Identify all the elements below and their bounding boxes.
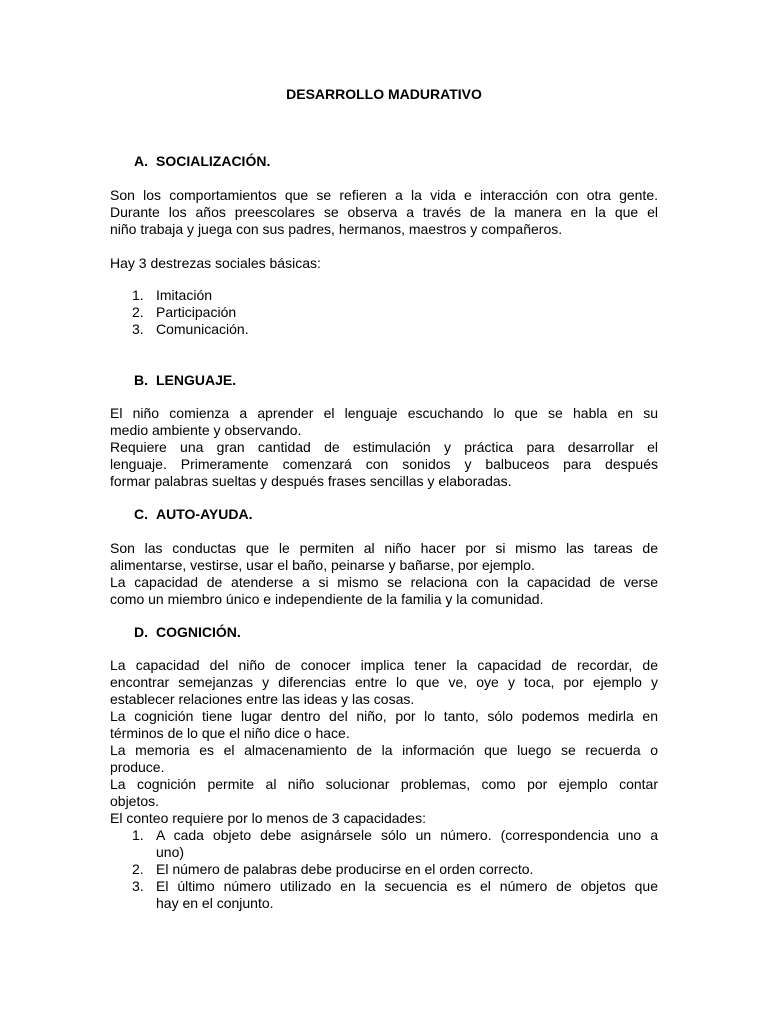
cognicion-paragraph [110, 657, 658, 827]
text-line: encontrar semejanzas y diferencias entre lo que ve, oye y toca, por ejemplo y [110, 674, 658, 690]
text-line: La cognición tiene lugar dentro del niño, por lo tanto, sólo podemos medirla en [110, 708, 658, 724]
text-line: objetos. [110, 793, 160, 809]
text-line: El conteo requiere por lo menos de 3 capacidades: [110, 810, 426, 826]
section-title: LENGUAJE. [156, 372, 237, 388]
list-item-text: Participación [156, 304, 237, 320]
section-heading-auto-ayuda [134, 506, 252, 523]
list-item [110, 827, 658, 861]
list-item-number: 3. [132, 321, 144, 337]
section-heading-socializacion [134, 153, 270, 170]
list-item-text: El último número utilizado en la secuencia es el número de objetos que [156, 878, 658, 894]
text-line: La cognición permite al niño solucionar problemas, como por ejemplo contar [110, 776, 658, 792]
section-title: SOCIALIZACIÓN. [156, 153, 271, 169]
text-line: Hay 3 destrezas sociales básicas: [110, 255, 321, 271]
counting-capacities-list [110, 827, 658, 912]
document-title: DESARROLLO MADURATIVO [286, 86, 482, 102]
text-line: Requiere una gran cantidad de estimulación y práctica para desarrollar el [110, 439, 658, 455]
list-item-number: 2. [132, 304, 144, 320]
list-item [110, 861, 658, 878]
text-line: Son las conductas que le permiten al niño hacer por si mismo las tareas de [110, 540, 658, 556]
section-letter: D. [134, 624, 148, 640]
text-line: como un miembro único e independiente de la familia y la comunidad. [110, 591, 544, 607]
list-item [110, 321, 658, 338]
list-item [110, 287, 658, 304]
text-line: Son los comportamientos que se refieren a la vida e interacción con otra gente. [110, 187, 658, 203]
text-line: establecer relaciones entre las ideas y las cosas. [110, 691, 415, 707]
socializacion-list-intro [110, 255, 658, 272]
list-item-text: El número de palabras debe producirse en el orden correcto. [156, 861, 534, 877]
text-line: La memoria es el almacenamiento de la información que luego se recuerda o [110, 742, 658, 758]
list-item-text: hay en el conjunto. [156, 895, 274, 911]
text-line: El niño comienza a aprender el lenguaje escuchando lo que se habla en su [110, 405, 658, 421]
text-line: niño trabaja y juega con sus padres, hermanos, maestros y compañeros. [110, 221, 563, 237]
text-line: La capacidad de atenderse a si mismo se relaciona con la capacidad de verse [110, 574, 658, 590]
text-line: formar palabras sueltas y después frases sencillas y elaboradas. [110, 473, 512, 489]
list-item-number: 1. [132, 827, 144, 843]
list-item [110, 304, 658, 321]
text-line: La capacidad del niño de conocer implica tener la capacidad de recordar, de [110, 657, 658, 673]
section-letter: C. [134, 506, 148, 522]
socializacion-paragraph [110, 187, 658, 238]
section-heading-cognicion [134, 624, 241, 641]
list-item-text: A cada objeto debe asignársele sólo un número. (correspondencia uno a [156, 827, 658, 843]
section-title: COGNICIÓN. [156, 624, 241, 640]
list-item-text: uno) [156, 844, 185, 860]
text-line: Durante los años preescolares se observa a través de la manera en la que el [110, 204, 658, 220]
list-item-number: 2. [132, 861, 144, 877]
list-item-text: Comunicación. [156, 321, 249, 337]
text-line: lenguaje. Primeramente comenzará con sonidos y balbuceos para después [110, 456, 658, 472]
section-title: AUTO-AYUDA. [156, 506, 253, 522]
section-heading-lenguaje [134, 372, 236, 389]
list-item-number: 3. [132, 878, 144, 894]
list-item [110, 878, 658, 912]
social-skills-list [110, 287, 658, 338]
list-item-number: 1. [132, 287, 144, 303]
text-line: términos de lo que el niño dice o hace. [110, 725, 350, 741]
text-line: produce. [110, 759, 165, 775]
text-line: alimentarse, vestirse, usar el baño, peinarse y bañarse, por ejemplo. [110, 557, 535, 573]
text-line: medio ambiente y observando. [110, 422, 302, 438]
auto-ayuda-paragraph [110, 540, 658, 608]
section-letter: B. [134, 372, 148, 388]
section-letter: A. [134, 153, 148, 169]
list-item-text: Imitación [156, 287, 213, 303]
lenguaje-paragraph [110, 405, 658, 490]
